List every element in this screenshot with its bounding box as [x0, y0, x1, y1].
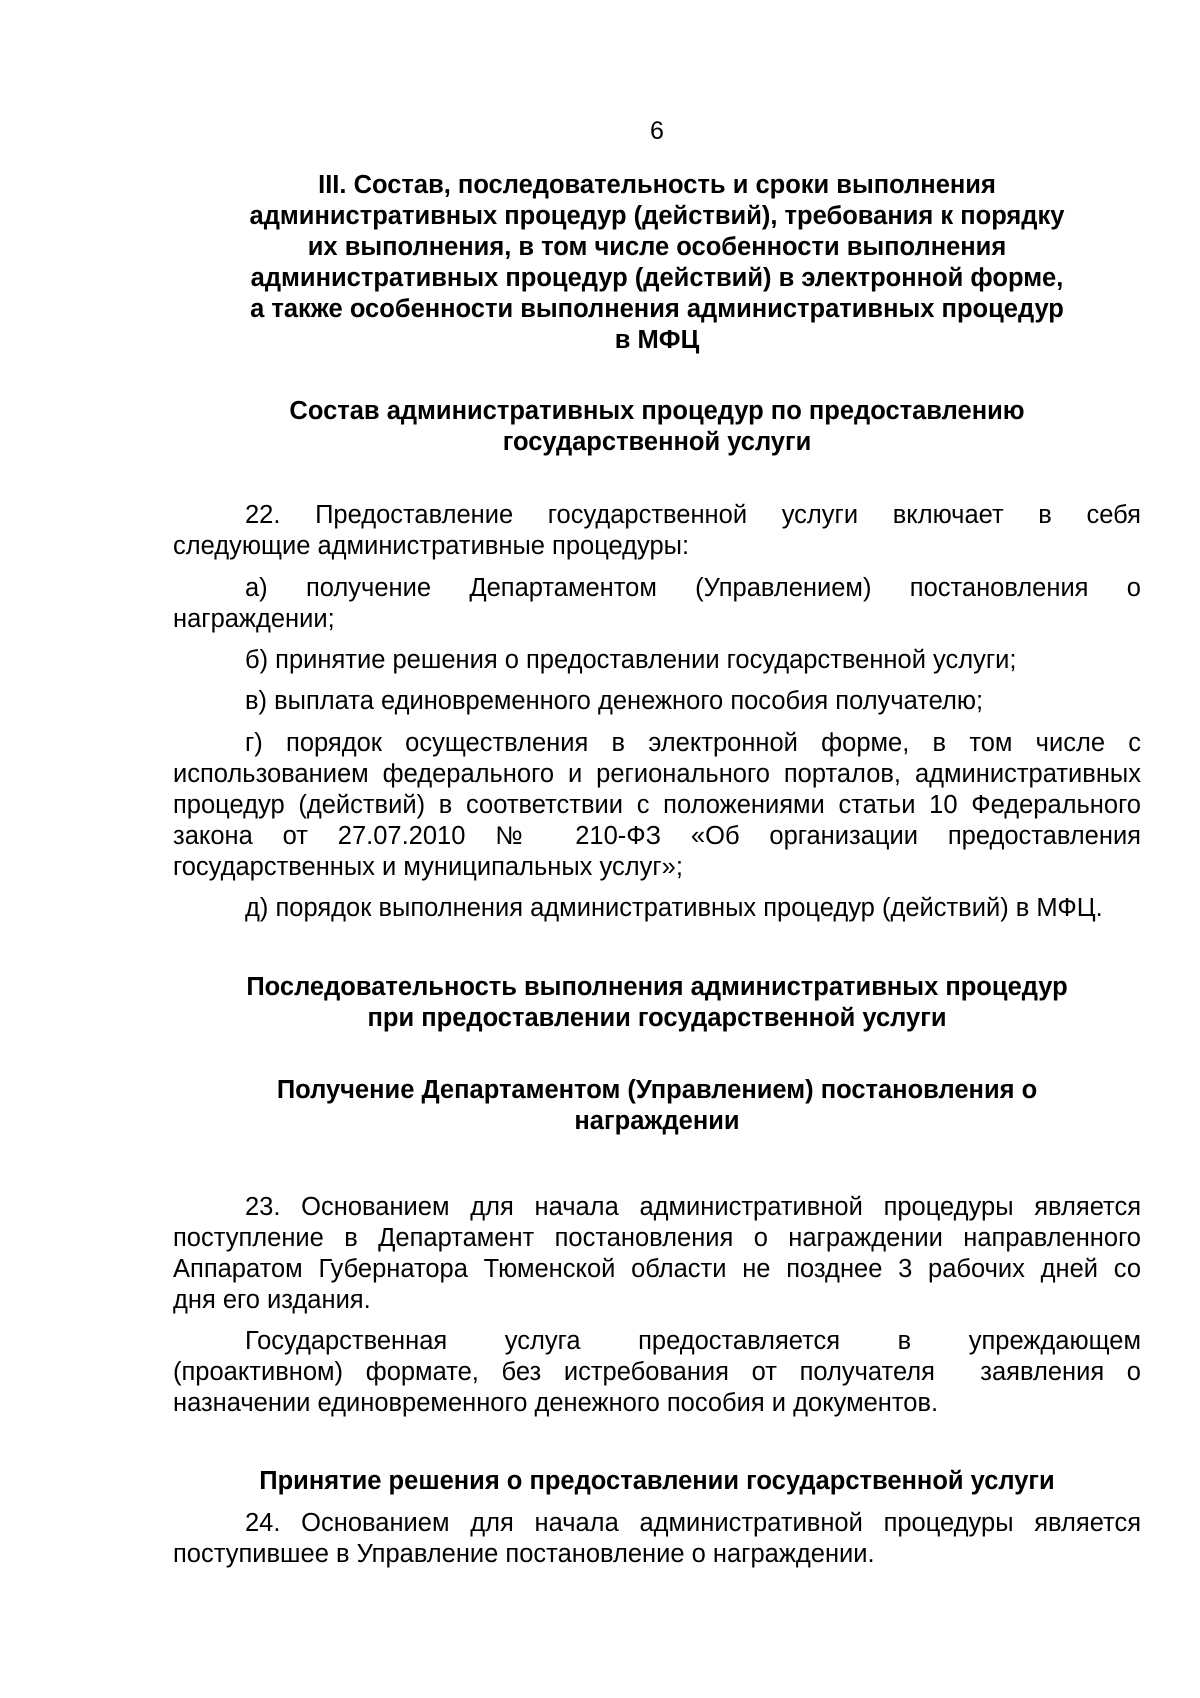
- paragraph-line: награждении;: [173, 605, 335, 633]
- paragraph-line: в) выплата единовременного денежного пособия получателю;: [245, 687, 984, 715]
- paragraph-line: д) порядок выполнения административных процедур (действий) в МФЦ.: [245, 894, 1103, 922]
- subheading-receipt: [173, 1075, 1141, 1137]
- subheading-line: при предоставлении государственной услуги: [367, 1004, 947, 1032]
- paragraph-line: закона от 27.07.2010 № 210-ФЗ «Об организации предоставления: [173, 822, 1141, 850]
- list-item-g: [173, 728, 1141, 883]
- paragraph-line: дня его издания.: [173, 1286, 371, 1314]
- subheading-decision: [173, 1466, 1141, 1497]
- paragraph-line: 22. Предоставление государственной услуги включает в себя: [245, 501, 1141, 529]
- section-title: [173, 170, 1141, 356]
- list-item-b: [173, 645, 1141, 676]
- paragraph-line: 24. Основанием для начала административной процедуры является: [245, 1509, 1141, 1537]
- paragraph-line: поступление в Департамент постановления о награждении направленного: [173, 1224, 1141, 1252]
- subheading-line: Состав административных процедур по предоставлению: [289, 397, 1025, 425]
- subheading-line: Принятие решения о предоставлении государственной услуги: [259, 1467, 1055, 1495]
- paragraph-line: следующие административные процедуры:: [173, 532, 690, 560]
- paragraph-line: Государственная услуга предоставляется в упреждающем: [245, 1327, 1141, 1355]
- paragraph-line: б) принятие решения о предоставлении государственной услуги;: [245, 646, 1017, 674]
- section-title-line: административных процедур (действий) в электронной форме,: [250, 264, 1064, 292]
- list-item-v: [173, 686, 1141, 717]
- subheading-line: награждении: [574, 1107, 740, 1135]
- paragraph-line: государственных и муниципальных услуг»;: [173, 853, 683, 881]
- subheading-composition: [173, 396, 1141, 458]
- section-title-line: в МФЦ: [614, 326, 700, 354]
- paragraph-line: использованием федерального и регионального порталов, административных: [173, 760, 1141, 788]
- paragraph-line: поступившее в Управление постановление о награждении.: [173, 1540, 875, 1568]
- paragraph-line: назначении единовременного денежного пособия и документов.: [173, 1389, 939, 1417]
- section-title-line: административных процедур (действий), требования к порядку: [249, 202, 1065, 230]
- paragraph-22: [173, 500, 1141, 562]
- subheading-line: Получение Департаментом (Управлением) постановления о: [276, 1076, 1038, 1104]
- paragraph-line: г) порядок осуществления в электронной форме, в том числе с: [245, 729, 1141, 757]
- list-item-d: [173, 893, 1141, 924]
- paragraph-23: [173, 1192, 1141, 1316]
- paragraph-line: (проактивном) формате, без истребования от получателя заявления о: [173, 1358, 1141, 1386]
- paragraph-line: а) получение Департаментом (Управлением) постановления о: [245, 574, 1141, 602]
- paragraph-24: [173, 1508, 1141, 1570]
- subheading-sequence: [173, 972, 1141, 1034]
- section-title-line: их выполнения, в том числе особенности выполнения: [307, 233, 1007, 261]
- paragraph-23-proactive: [173, 1326, 1141, 1419]
- page-number: 6: [650, 117, 664, 145]
- paragraph-line: Аппаратом Губернатора Тюменской области не позднее 3 рабочих дней со: [173, 1255, 1141, 1283]
- section-title-line: III. Состав, последовательность и сроки выполнения: [318, 171, 996, 199]
- subheading-line: государственной услуги: [502, 428, 812, 456]
- paragraph-line: процедур (действий) в соответствии с положениями статьи 10 Федерального: [173, 791, 1141, 819]
- list-item-a: [173, 573, 1141, 635]
- paragraph-line: 23. Основанием для начала административной процедуры является: [245, 1193, 1141, 1221]
- section-title-line: а также особенности выполнения административных процедур: [250, 295, 1064, 323]
- subheading-line: Последовательность выполнения административных процедур: [246, 973, 1068, 1001]
